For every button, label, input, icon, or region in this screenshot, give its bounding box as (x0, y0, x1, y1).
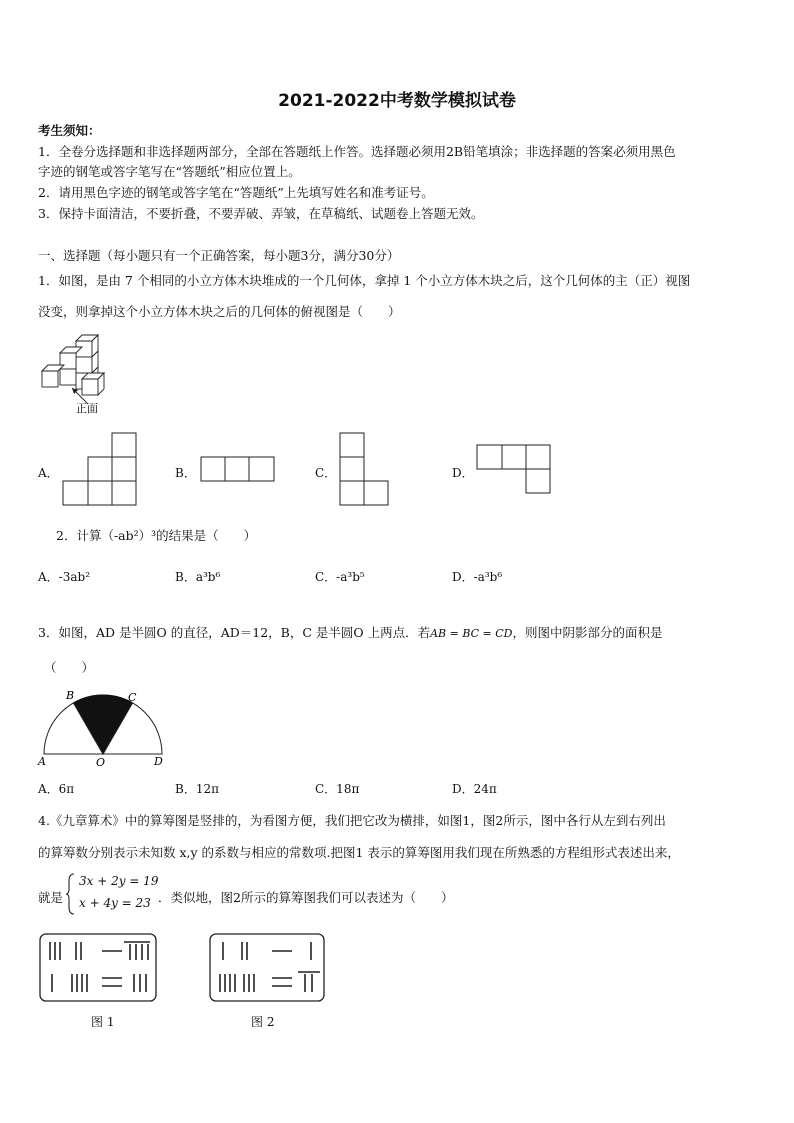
q1-option-c-figure (339, 432, 391, 508)
q3-label-d: D (154, 755, 163, 768)
q3-stem-tail: ，则图中阴影部分的面积是 (512, 625, 663, 640)
q1-front-label: 正面 (76, 402, 98, 415)
q4-prefix: 就是 (38, 890, 64, 905)
q3-option-c: C．18π (315, 782, 360, 796)
q3-option-a: A．6π (38, 782, 75, 796)
q3-shaded-sector (74, 695, 133, 754)
q4-figure-2-caption: 图 2 (251, 1015, 275, 1029)
q3-label-c: C (128, 691, 137, 704)
q4-brace (66, 873, 76, 915)
notice-item-2: 2．请用黑色字迹的钢笔或答字笔在“答题纸”上先填写姓名和准考证号。 (38, 185, 434, 200)
q1-cube-figure (36, 332, 108, 418)
q1-option-a-label: A． (38, 466, 59, 480)
notice-heading: 考生须知： (38, 123, 101, 138)
q1-option-d-label: D． (452, 466, 474, 480)
q3-arc-condition: AB = BC = CD (430, 627, 513, 640)
q3-label-a: A (38, 755, 46, 768)
notice-item-1: 1．全卷分选择题和非选择题两部分，全部在答题纸上作答。选择题必须用2B铅笔填涂；非选择题的答案必须用黑色 (38, 144, 676, 159)
q2-option-c: C．-a³b⁵ (315, 570, 365, 584)
q3-semicircle-figure (36, 688, 170, 770)
page-title: 2021-2022中考数学模拟试卷 (278, 91, 516, 111)
q3-option-d: D．24π (452, 782, 497, 796)
q1-option-d-figure (476, 444, 554, 496)
q4-suffix: ．类似地，图2所示的算筹图我们可以表述为（ ） (158, 890, 454, 905)
q3-stem-text: 3．如图，AD 是半圆O 的直径，AD＝12，B，C 是半圆O 上两点．若 (38, 625, 431, 640)
q3-label-o: O (96, 756, 106, 769)
q1-stem-line2: 没变，则拿掉这个小立方体木块之后的几何体的俯视图是（ ） (38, 304, 401, 319)
q3-option-b: B．12π (175, 782, 219, 796)
q2-option-b: B．a³b⁶ (175, 570, 221, 584)
q1-option-b-label: B． (175, 466, 196, 480)
section-heading: 一、选择题（每小题只有一个正确答案，每小题3分，满分30分） (38, 248, 400, 263)
q1-option-c-label: C． (315, 466, 337, 480)
q4-equation-2: x + 4y = 23 (79, 896, 151, 910)
q1-option-b-figure (200, 456, 276, 482)
q2-option-a: A．-3ab² (38, 570, 91, 584)
q4-stem-line2: 的算筹数分别表示未知数 x,y 的系数与相应的常数项.把图1 表示的算筹图用我们现在所熟悉的方程组形式表述出来， (38, 845, 680, 860)
notice-item-3: 3．保持卡面清洁，不要折叠，不要弄破、弄皱，在草稿纸、试题卷上答题无效。 (38, 206, 484, 221)
q1-option-a-figure (62, 432, 138, 506)
q4-equation-1: 3x + 2y = 19 (79, 874, 159, 888)
q2-stem: 2．计算（-ab²）³的结果是（ ） (56, 528, 257, 543)
q4-figure-2 (208, 932, 328, 1006)
q4-figure-1 (38, 932, 160, 1006)
q3-label-b: B (66, 689, 75, 702)
q3-stem (38, 623, 663, 641)
q4-figure-1-caption: 图 1 (91, 1015, 115, 1029)
q2-option-d: D．-a³b⁶ (452, 570, 503, 584)
q3-paren: （ ） (44, 660, 95, 675)
q4-stem-line1: 4.《九章算术》中的算筹图是竖排的，为看图方便，我们把它改为横排，如图1，图2所示，图中各行从左到右列出 (38, 813, 666, 828)
notice-item-1-cont: 字迹的钢笔或答字笔写在“答题纸”相应位置上。 (38, 164, 301, 179)
q1-stem-line1: 1．如图，是由 7 个相同的小立方体木块堆成的一个几何体，拿掉 1 个小立方体木块之后，这个几何体的主（正）视图 (38, 273, 691, 288)
